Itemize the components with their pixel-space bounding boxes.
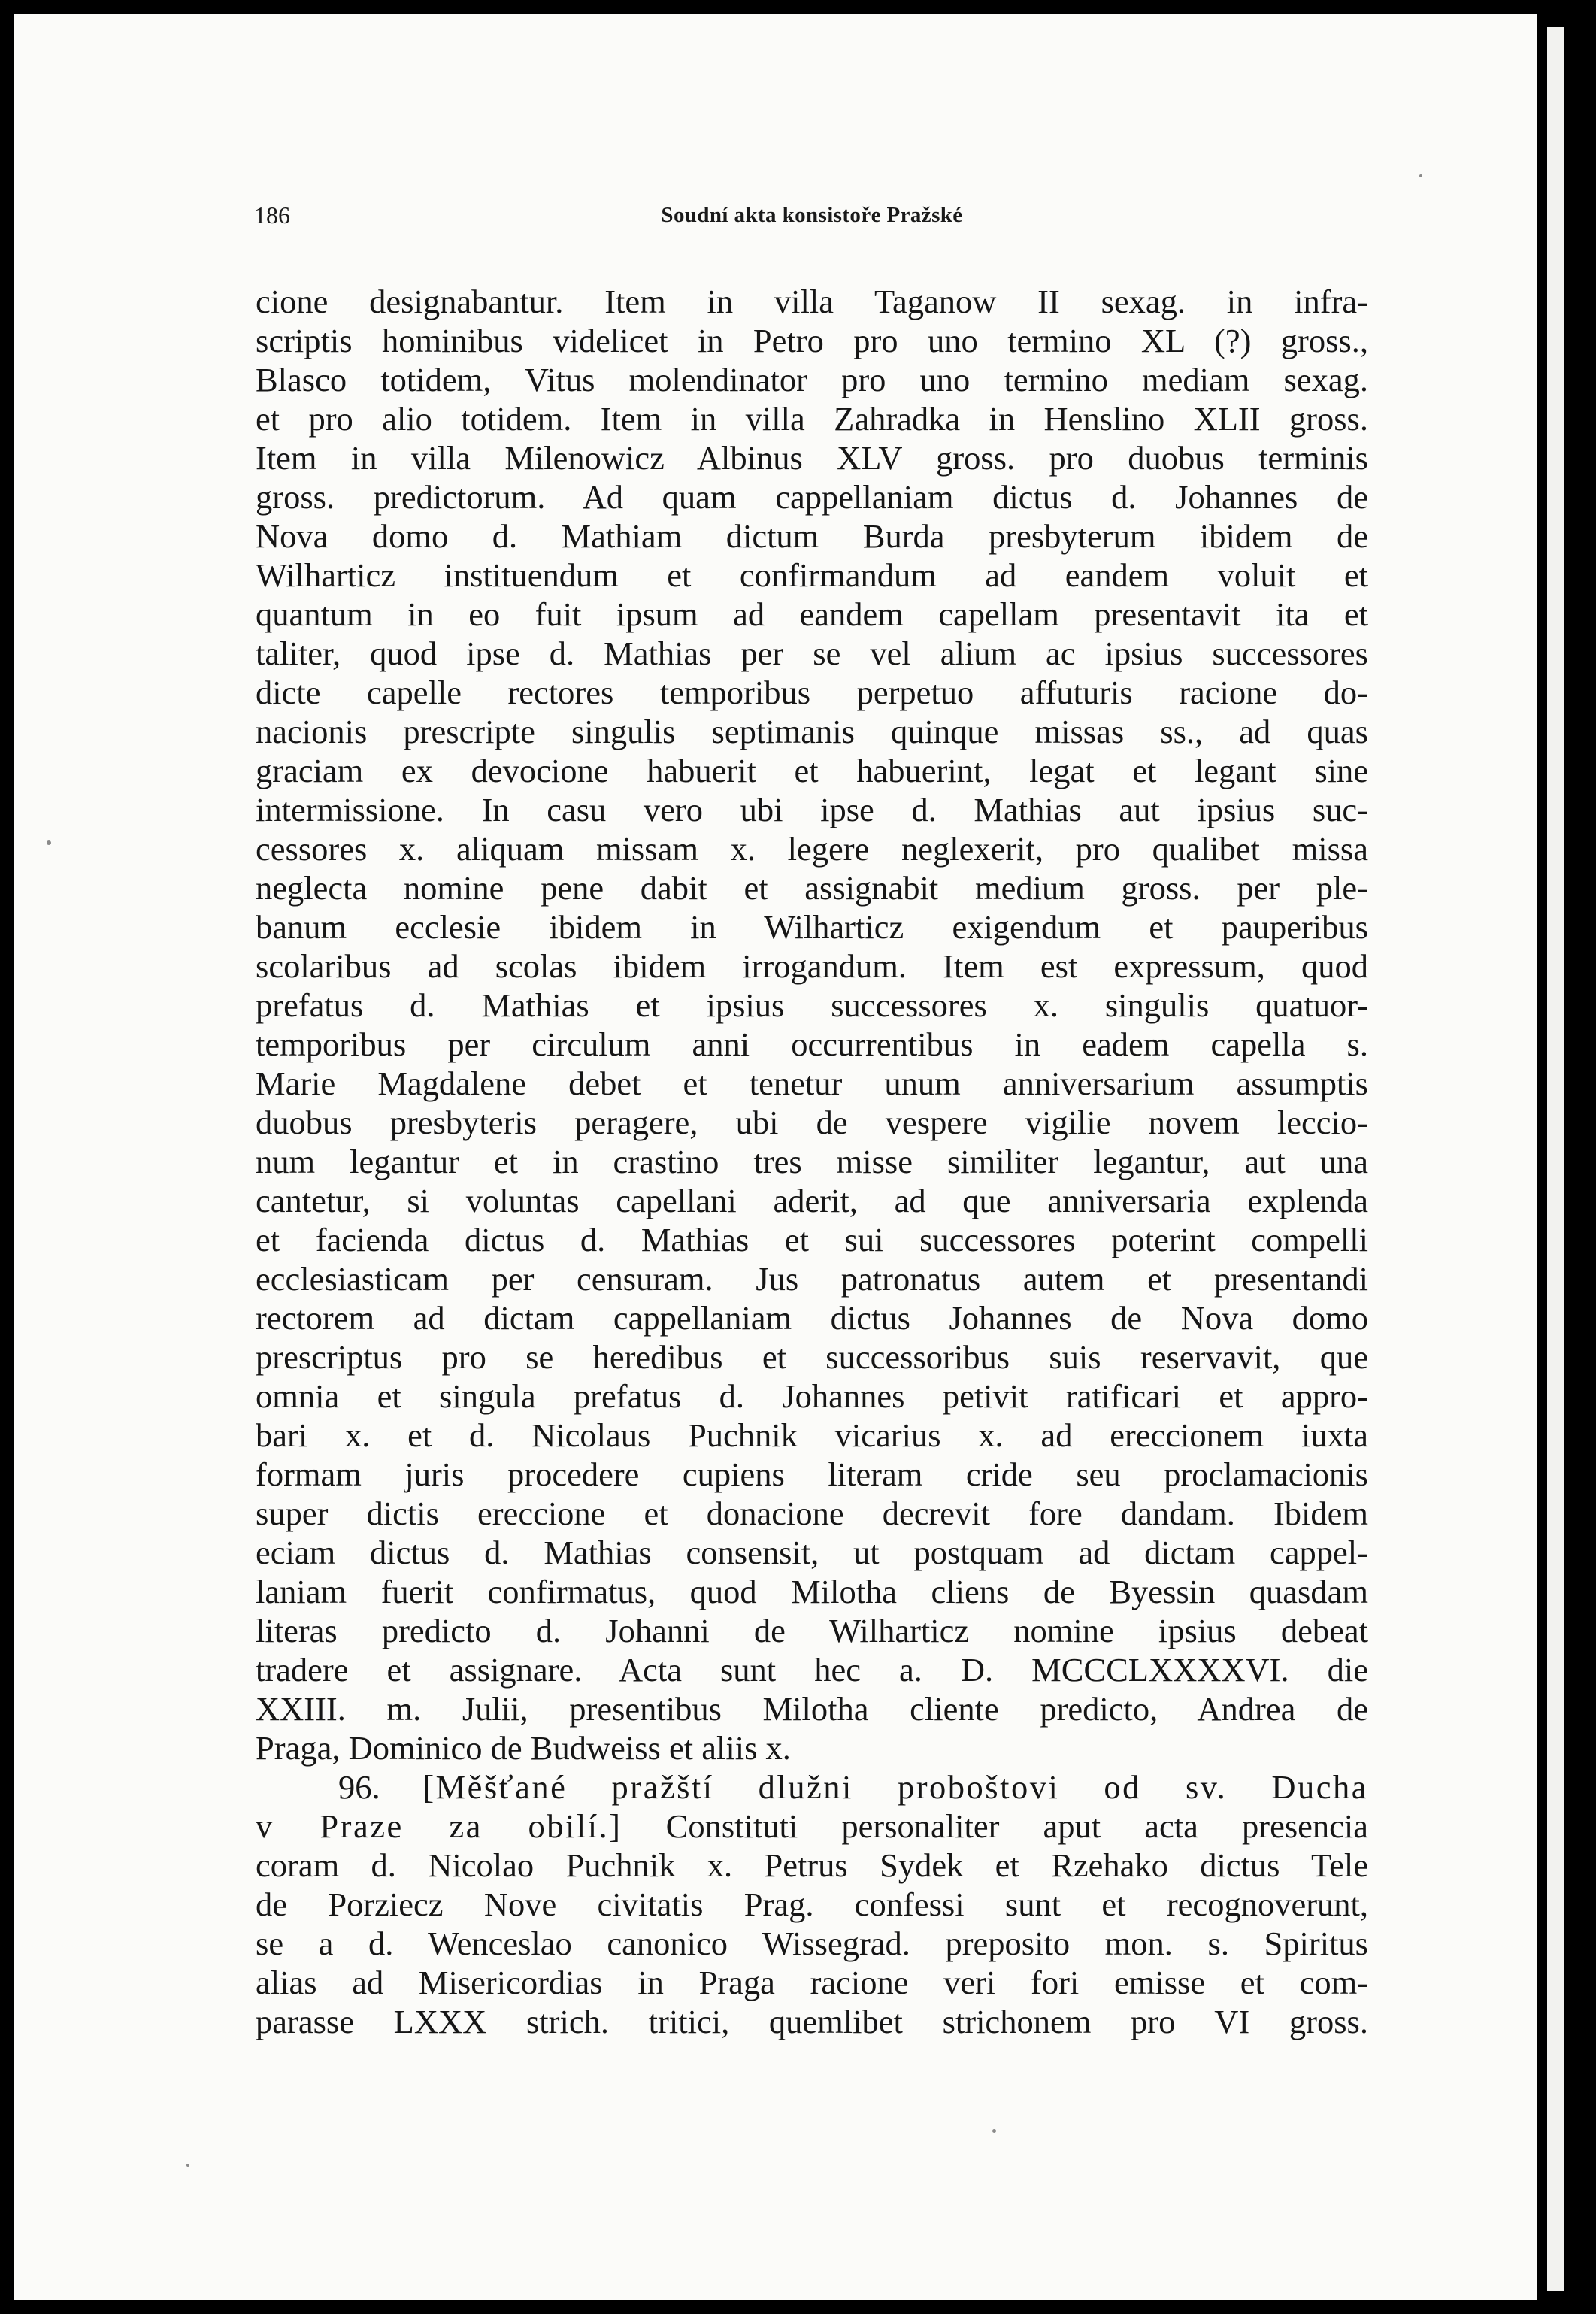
text-line: formam juris procedere cupiens literam cride seu proclamacionis [256,1455,1368,1493]
text-line: bari x. et d. Nicolaus Puchnik vicarius x. ad ereccionem iuxta [256,1416,1368,1454]
text-line: ecclesiasticam per censuram. Jus patronatus autem et presentandi [256,1260,1368,1298]
text-line: banum ecclesie ibidem in Wilharticz exigendum et pauperibus [256,908,1368,946]
text-line: tradere et assignare. Acta sunt hec a. D. MCCCLXXXXVI. die [256,1651,1368,1689]
text-line: scriptis hominibus videlicet in Petro pro uno termino XL (?) gross., [256,322,1368,359]
text-line: Blasco totidem, Vitus molendinator pro uno termino mediam sexag. [256,361,1368,398]
text-line: prescriptus pro se heredibus et successoribus suis reservavit, que [256,1338,1368,1376]
page-number: 186 [254,201,290,229]
text-line: se a d. Wenceslao canonico Wissegrad. preposito mon. s. Spiritus [256,1925,1368,1962]
text-line: Marie Magdalene debet et tenetur unum anniversarium assumptis [256,1065,1368,1102]
text-line: et facienda dictus d. Mathias et sui successores poterint compelli [256,1221,1368,1258]
next-page-edge [1547,27,1564,2291]
text-line: Item in villa Milenowicz Albinus XLV gross. pro duobus terminis [256,439,1368,477]
section-number: 96. [338,1768,380,1806]
text-line: duobus presbyteris peragere, ubi de vespere vigilie novem leccio- [256,1104,1368,1141]
text-line: nacionis prescripte singulis septimanis quinque missas ss., ad quas [256,713,1368,750]
text-line: de Porziecz Nove civitatis Prag. confessi sunt et recognoverunt, [256,1885,1368,1923]
text-line: taliter, quod ipse d. Mathias per se vel alium ac ipsius successores [256,635,1368,672]
section-heading-continued: v Praze za obilí.] [256,1807,622,1845]
section-text: Constituti personaliter aput acta presencia [665,1807,1369,1845]
text-line: Nova domo d. Mathiam dictum Burda presbyterum ibidem de [256,517,1368,555]
text-line: literas predicto d. Johanni de Wilharticz nomine ipsius debeat [256,1612,1368,1649]
text-line: dicte capelle rectores temporibus perpetuo affuturis racione do- [256,674,1368,711]
page-header [241,201,1383,239]
text-line: XXIII. m. Julii, presentibus Milotha cliente predicto, Andrea de [256,1690,1368,1728]
dust-speck [1419,174,1422,177]
text-line: omnia et singula prefatus d. Johannes petivit ratificari et appro- [256,1377,1368,1415]
text-line: eciam dictus d. Mathias consensit, ut postquam ad dictam cappel- [256,1534,1368,1571]
dust-speck [186,2164,189,2167]
text-line: cione designabantur. Item in villa Taganow II sexag. in infra- [256,283,1368,320]
text-line: prefatus d. Mathias et ipsius successores x. singulis quatuor- [256,986,1368,1024]
dust-speck [992,2129,996,2133]
text-line: alias ad Misericordias in Praga racione veri fori emisse et com- [256,1964,1368,2001]
text-line: neglecta nomine pene dabit et assignabit medium gross. per ple- [256,869,1368,907]
text-line: scolaribus ad scolas ibidem irrogandum. Item est expressum, quod [256,947,1368,985]
section-96-first-line [256,1767,1368,1807]
text-line: rectorem ad dictam cappellaniam dictus Johannes de Nova domo [256,1299,1368,1337]
text-line: laniam fuerit confirmatus, quod Milotha cliens de Byessin quasdam [256,1573,1368,1610]
text-line: gross. predictorum. Ad quam cappellaniam dictus d. Johannes de [256,478,1368,516]
text-line: Praga, Dominico de Budweiss et aliis x. [256,1729,791,1767]
text-line: temporibus per circulum anni occurrentibus in eadem capella s. [256,1025,1368,1063]
running-title: Soudní akta konsistoře Pražské [661,203,963,227]
text-line: et pro alio totidem. Item in villa Zahradka in Henslino XLII gross. [256,400,1368,438]
text-line: num legantur et in crastino tres misse similiter legantur, aut una [256,1143,1368,1180]
text-line: coram d. Nicolao Puchnik x. Petrus Sydek et Rzehako dictus Tele [256,1846,1368,1884]
text-line: intermissione. In casu vero ubi ipse d. Mathias aut ipsius suc- [256,791,1368,828]
text-line: cessores x. aliquam missam x. legere neglexerit, pro qualibet missa [256,830,1368,868]
dust-speck [47,840,51,845]
text-line: quantum in eo fuit ipsum ad eandem capellam presentavit ita et [256,595,1368,633]
text-line: Wilharticz instituendum et confirmandum ad eandem voluit et [256,556,1368,594]
text-line: super dictis ereccione et donacione decrevit fore dandam. Ibidem [256,1495,1368,1532]
text-line: cantetur, si voluntas capellani aderit, ad que anniversaria explenda [256,1182,1368,1219]
text-line: graciam ex devocione habuerit et habuerint, legat et legant sine [256,752,1368,789]
section-96-second-line [256,1807,1368,1846]
section-heading: [Měšťané pražští dlužni proboštovi od sv. Ducha [422,1768,1369,1806]
text-line: parasse LXXX strich. tritici, quemlibet strichonem pro VI gross. [256,2003,1368,2040]
body-text [256,282,1368,2041]
